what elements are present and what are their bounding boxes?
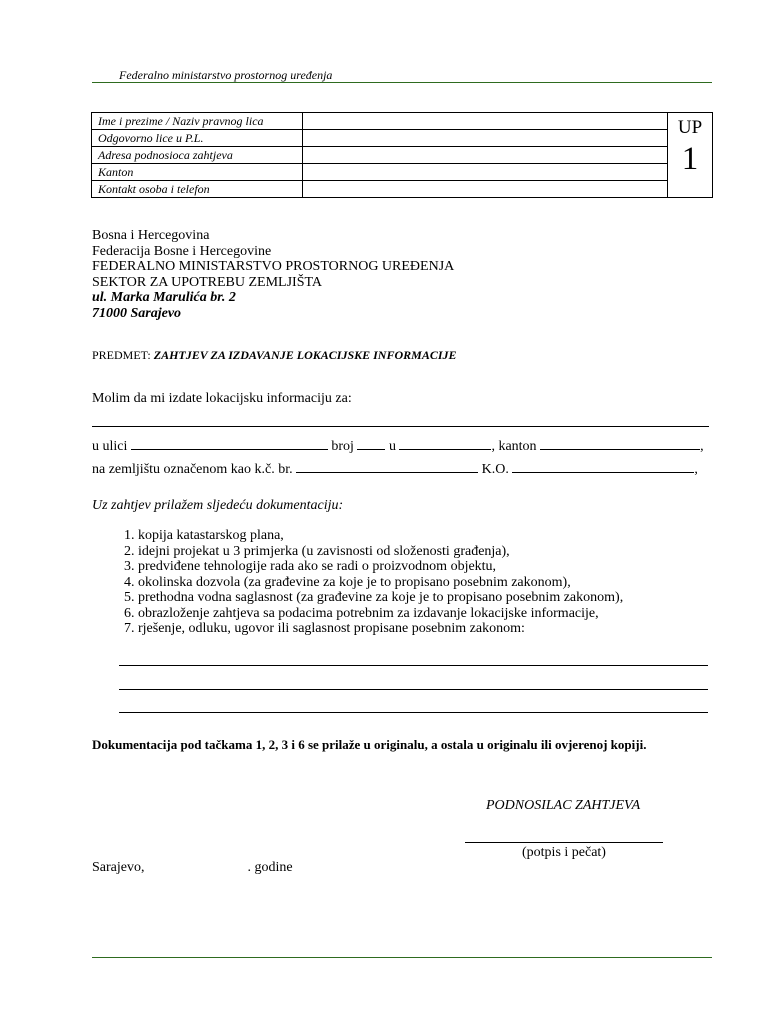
ministry-header: Federalno ministarstvo prostornog uređenja [119, 68, 333, 82]
canton-field[interactable] [540, 437, 700, 450]
list-item: 4. okolinska dozvola (za građevine za koje je to propisano posebnim zakonom), [138, 575, 623, 591]
row-label-name: Ime i prezime / Naziv pravnog lica [92, 113, 303, 130]
list-item: 3. predviđene tehnologije rada ako se radi o proizvodnom objektu, [138, 559, 623, 575]
row-label-contact: Kontakt osoba i telefon [92, 181, 303, 198]
applicant-info-table [91, 112, 713, 198]
field-name[interactable] [303, 113, 668, 130]
header-rule [92, 82, 712, 83]
parcel-label: na zemljištu označenom kao k.č. br. [92, 462, 293, 477]
form-code-box [668, 113, 713, 198]
list-item: 2. idejni projekat u 3 primjerka (u zavisnosti od složenosti građenja), [138, 544, 623, 560]
request-text: Molim da mi izdate lokacijsku informaciju za: [92, 391, 352, 406]
canton-label: , kanton [491, 439, 537, 454]
parcel-row [92, 460, 698, 478]
field-responsible[interactable] [303, 130, 668, 147]
recipient-line: FEDERALNO MINISTARSTVO PROSTORNOG UREĐENJA [92, 259, 455, 274]
list-item: 5. prethodna vodna saglasnost (za građevine za koje je to propisano posebnim zakonom), [138, 590, 623, 606]
in-label: u [388, 439, 396, 454]
field-canton[interactable] [303, 164, 668, 181]
parcel-field[interactable] [296, 460, 478, 473]
signature-caption: (potpis i pečat) [522, 845, 606, 860]
list-item: 6. obrazloženje zahtjeva sa podacima potrebnim za izdavanje lokacijske informacije, [138, 606, 623, 622]
recipient-city: 71000 Sarajevo [92, 305, 182, 321]
documentation-list [92, 528, 623, 637]
extra-document-line[interactable] [119, 712, 708, 713]
recipient-line: Federacija Bosne i Hercegovine [92, 243, 272, 259]
subject-line [92, 348, 457, 363]
place-date [92, 860, 293, 876]
field-contact[interactable] [303, 181, 668, 198]
ko-field[interactable] [512, 460, 694, 473]
municipality-field[interactable] [399, 437, 491, 450]
subject-title: ZAHTJEV ZA IZDAVANJE LOKACIJSKE INFORMACIJE [153, 348, 457, 362]
place: Sarajevo, [92, 860, 145, 875]
field-address[interactable] [303, 147, 668, 164]
row-label-responsible: Odgovorno lice u P.L. [92, 130, 303, 147]
comma: , [694, 462, 698, 477]
footer-rule [92, 957, 712, 958]
comma: , [700, 439, 704, 454]
street-field[interactable] [131, 437, 328, 450]
recipient-line: Bosna i Hercegovina [92, 228, 210, 243]
recipient-street: ul. Marka Marulića br. 2 [92, 290, 236, 305]
number-field[interactable] [357, 437, 385, 450]
extra-document-line[interactable] [119, 665, 708, 666]
documentation-note: Dokumentacija pod tačkama 1, 2, 3 i 6 se prilaže u originalu, a ostala u originalu ili ovjerenoj kopiji. [92, 737, 647, 752]
applicant-label: PODNOSILAC ZAHTJEVA [486, 798, 641, 813]
number-label: broj [331, 439, 354, 454]
street-label: u ulici [92, 439, 128, 454]
recipient-line: SEKTOR ZA UPOTREBU ZEMLJIŠTA [92, 274, 323, 290]
subject-label: PREDMET: [92, 348, 154, 362]
list-item: 1. kopija katastarskog plana, [138, 528, 623, 544]
form-code: UP [677, 117, 703, 138]
form-number: 1 [681, 141, 699, 177]
documentation-intro: Uz zahtjev prilažem sljedeću dokumentaciju: [92, 498, 344, 513]
signature-line[interactable] [465, 842, 663, 843]
location-blank-line[interactable] [92, 426, 709, 427]
extra-document-line[interactable] [119, 689, 708, 690]
street-row [92, 437, 704, 455]
row-label-canton: Kanton [92, 164, 303, 181]
date-suffix: . godine [247, 860, 293, 875]
row-label-address: Adresa podnosioca zahtjeva [92, 147, 303, 164]
list-item: 7. rješenje, odluku, ugovor ili saglasnost propisane posebnim zakonom: [138, 621, 623, 637]
ko-label: K.O. [481, 462, 509, 477]
recipient-address [92, 228, 454, 321]
